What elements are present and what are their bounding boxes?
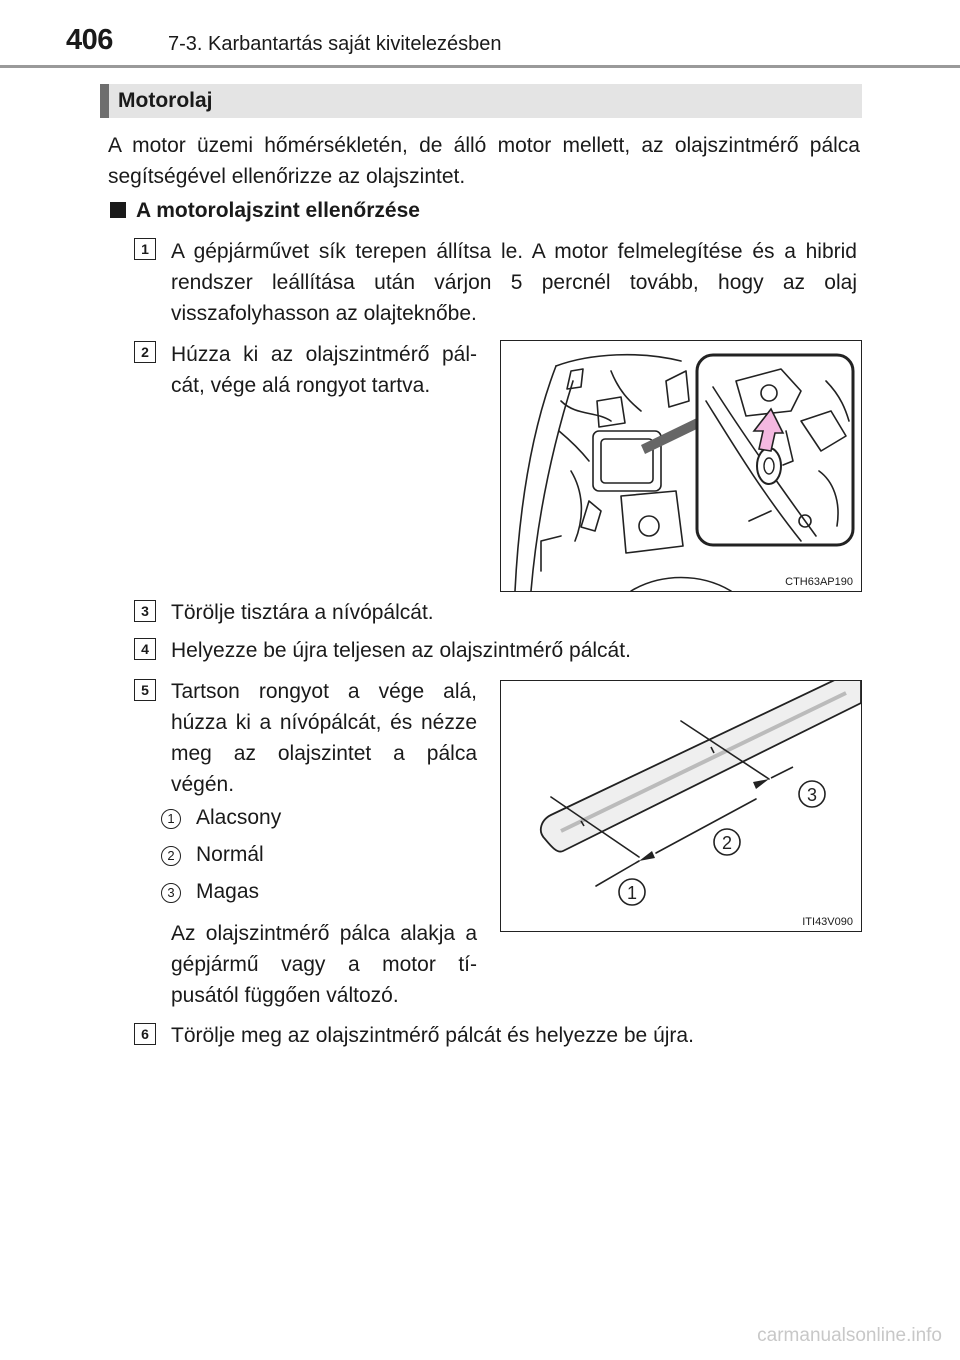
step-number-6: 6	[134, 1023, 156, 1045]
level-marker-3: 3	[161, 883, 181, 903]
subsection-title: A motorolajszint ellenőrzése	[136, 199, 420, 222]
section-accent	[100, 84, 109, 118]
step-text-5: Tartson rongyot a vége alá, húzza ki a nívópálcát, és nézze meg az olajszintet a pálca végén.	[171, 680, 477, 796]
subsection-heading	[110, 199, 420, 223]
engine-bay-figure	[500, 340, 862, 592]
level-label-3: Magas	[196, 880, 260, 903]
step-number-3: 3	[134, 600, 156, 622]
section-header	[100, 84, 862, 118]
dipstick-note: Az olajszintmérő pálca alakja a gépjármű vagy a motor tí-pusától függően változó.	[171, 922, 477, 1007]
step-text-6: Törölje meg az olajszintmérő pálcát és helyezze be újra.	[171, 1024, 694, 1047]
site-watermark: carmanualsonline.info	[757, 1325, 942, 1346]
square-bullet-icon	[110, 202, 126, 218]
callout-3: 3	[806, 785, 818, 805]
section-title: Motorolaj	[118, 89, 213, 112]
header-divider	[0, 65, 960, 68]
figure-code-dipstick: ITI43V090	[802, 916, 853, 928]
page-number: 406	[66, 24, 113, 56]
level-marker-1: 1	[161, 809, 181, 829]
step-text-4: Helyezze be újra teljesen az olajszintmérő pálcát.	[171, 639, 631, 662]
step-text-1: A gépjárművet sík terepen állítsa le. A motor felmelegítése és a hibrid rendszer leállítása után várjon 5 percnél tovább, hogy az olaj visszafolyhasson az olajteknőbe.	[171, 240, 857, 325]
callout-2: 2	[721, 833, 733, 853]
step-text-3: Törölje tisztára a nívópálcát.	[171, 601, 434, 624]
figure-code-engine: CTH63AP190	[785, 576, 853, 588]
level-marker-2: 2	[161, 846, 181, 866]
level-label-1: Alacsony	[196, 806, 282, 829]
step-number-5: 5	[134, 679, 156, 701]
level-label-2: Normál	[196, 843, 264, 866]
section-intro: A motor üzemi hőmérsékletén, de álló motor mellett, az olajszintmérő pálca segítségével ellenőrizze az olajszintet.	[108, 134, 860, 188]
step-number-2: 2	[134, 341, 156, 363]
engine-bay-illustration	[501, 341, 861, 591]
dipstick-figure	[500, 680, 862, 932]
chapter-title: 7-3. Karbantartás saját kivitelezésben	[168, 33, 502, 55]
step-number-4: 4	[134, 638, 156, 660]
dipstick-illustration	[501, 681, 861, 931]
callout-1: 1	[626, 883, 638, 903]
step-number-1: 1	[134, 238, 156, 260]
step-text-2: Húzza ki az olajszintmérő pál-cát, vége alá rongyot tartva.	[171, 343, 477, 397]
